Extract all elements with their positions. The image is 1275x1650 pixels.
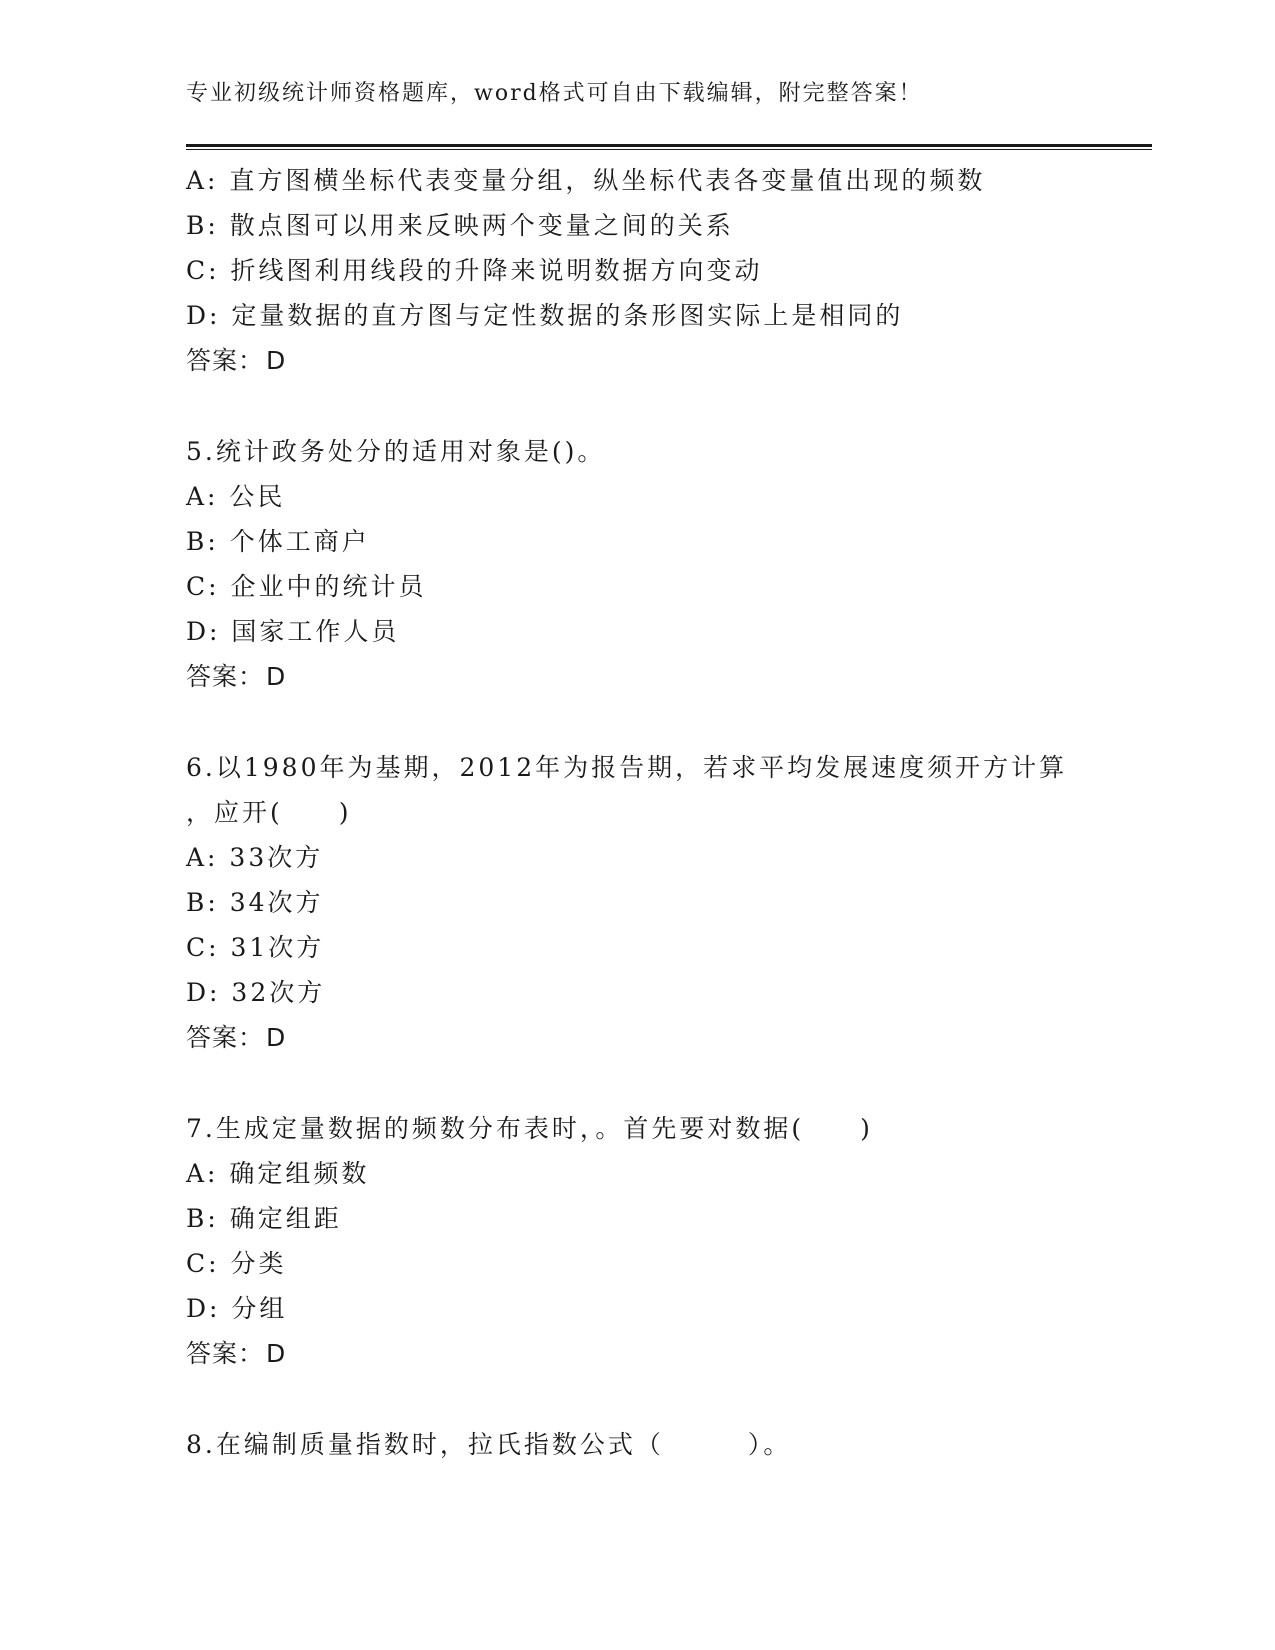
answer-label: 答案： bbox=[186, 1339, 265, 1368]
answer-line bbox=[186, 1331, 1152, 1376]
answer-label: 答案： bbox=[186, 346, 265, 375]
question-text: 5.统计政务处分的适用对象是()。 bbox=[186, 437, 606, 466]
block-spacer bbox=[186, 1060, 1152, 1106]
answer-label: 答案： bbox=[186, 1023, 265, 1052]
answer-line bbox=[186, 654, 1152, 699]
answer-option: A: 33次方 bbox=[186, 843, 324, 872]
answer-line bbox=[186, 338, 1152, 383]
question-block bbox=[186, 699, 1152, 1060]
answer-option: D: 定量数据的直方图与定性数据的条形图实际上是相同的 bbox=[186, 301, 904, 330]
answer-value: D bbox=[266, 662, 287, 691]
answer-label: 答案： bbox=[186, 662, 265, 691]
answer-option: A: 直方图横坐标代表变量分组，纵坐标代表各变量值出现的频数 bbox=[186, 166, 986, 195]
block-spacer bbox=[186, 699, 1152, 745]
question-block bbox=[186, 158, 1152, 383]
answer-option: C: 分类 bbox=[186, 1249, 287, 1278]
answer-option: B: 散点图可以用来反映两个变量之间的关系 bbox=[186, 211, 734, 240]
answer-option: C: 31次方 bbox=[186, 933, 325, 962]
block-spacer bbox=[186, 1376, 1152, 1422]
question-text: ，应开( ) bbox=[186, 798, 352, 827]
answer-option: B: 确定组距 bbox=[186, 1204, 342, 1233]
header-divider bbox=[186, 144, 1152, 150]
answer-option: D: 32次方 bbox=[186, 978, 326, 1007]
answer-option: B: 个体工商户 bbox=[186, 527, 370, 556]
page-header: 专业初级统计师资格题库，word格式可自由下载编辑，附完整答案！ bbox=[186, 81, 923, 106]
answer-option: A: 确定组频数 bbox=[186, 1159, 370, 1188]
question-text: 7.生成定量数据的频数分布表时，。首先要对数据( ) bbox=[186, 1114, 873, 1143]
question-text: 6.以1980年为基期，2012年为报告期，若求平均发展速度须开方计算 bbox=[186, 753, 1068, 782]
answer-value: D bbox=[266, 1339, 287, 1368]
answer-option: B: 34次方 bbox=[186, 888, 324, 917]
answer-line bbox=[186, 1015, 1152, 1060]
answer-option: C: 折线图利用线段的升降来说明数据方向变动 bbox=[186, 256, 763, 285]
answer-option: A: 公民 bbox=[186, 482, 286, 511]
answer-option: D: 分组 bbox=[186, 1294, 288, 1323]
question-text: 8.在编制质量指数时，拉氏指数公式（ ）。 bbox=[186, 1430, 792, 1459]
question-block bbox=[186, 383, 1152, 699]
answer-value: D bbox=[266, 1023, 287, 1052]
question-list bbox=[186, 158, 1152, 1467]
block-spacer bbox=[186, 383, 1152, 429]
answer-value: D bbox=[266, 346, 287, 375]
answer-option: C: 企业中的统计员 bbox=[186, 572, 427, 601]
question-block bbox=[186, 1060, 1152, 1376]
answer-option: D: 国家工作人员 bbox=[186, 617, 400, 646]
question-block bbox=[186, 1376, 1152, 1467]
